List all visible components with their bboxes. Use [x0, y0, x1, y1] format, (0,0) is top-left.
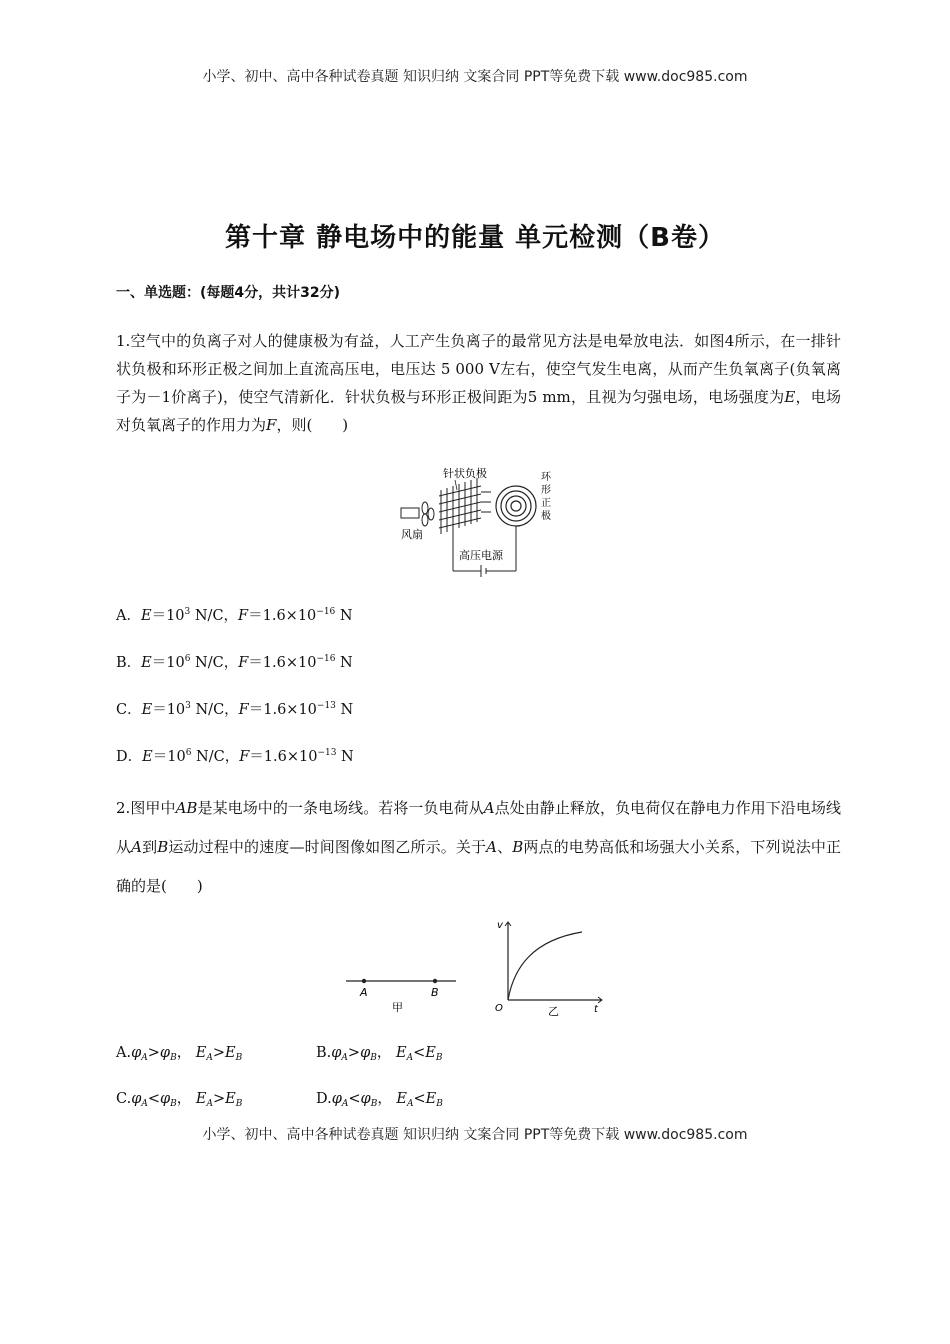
v-axis-label: v	[497, 920, 503, 931]
needle-electrode-grid	[439, 478, 491, 534]
page-title: 第十章 静电场中的能量 单元检测（B卷）	[225, 223, 725, 253]
q2-option-d[interactable]: $D.\varphi_A<\varphi_B$， $E_A<E_B$	[316, 1091, 443, 1109]
point-b-label: B	[431, 986, 439, 999]
page-footer: 小学、初中、高中各种试卷真题 知识归纳 文案合同 PPT等免费下载 www.doc985.com	[202, 1127, 748, 1143]
point-b-dot	[433, 979, 437, 983]
figure-yi-label: 乙	[548, 1005, 559, 1018]
question-1-text: 1.空气中的负离子对人的健康极为有益，人工产生负离子的最常见方法是电晕放电法．如图4所示，在一排针状负极和环形正极之间加上直流高压电，电压达 5 000 V左右，使空气发生电离，从而产生负氧离子(负氧离子为－1价离子)，使空气清新化．针状负极与环形正极间距为5 mm，且视为匀强电场，电场强度为E，电场对负氧离子的作用力为F，则( )	[116, 332, 841, 434]
q1-option-a[interactable]: A．$E=10^3$ N/C，$F=1.6\times 10^{-16}$ N	[116, 607, 353, 624]
ring-electrode-label-3: 正	[541, 498, 551, 509]
section-heading: 一、单选题：(每题4分，共计32分)	[116, 285, 341, 301]
q1-option-b[interactable]: B．$E=10^6$ N/C，$F=1.6\times 10^{-16}$ N	[116, 654, 353, 671]
point-a-label: A	[360, 986, 368, 999]
fan-label: 风扇	[401, 528, 423, 541]
q2-option-b[interactable]: $B.\varphi_A>\varphi_B$， $E_A<E_B$	[316, 1045, 443, 1063]
needle-electrode-label: 针状负极	[443, 467, 487, 480]
page-header: 小学、初中、高中各种试卷真题 知识归纳 文案合同 PPT等免费下载 www.doc985.com	[202, 69, 748, 85]
field-line-figure	[342, 966, 462, 1016]
figure-jia-label: 甲	[392, 1001, 403, 1014]
velocity-curve	[508, 932, 582, 1000]
velocity-time-graph	[490, 914, 610, 1018]
q1-option-d[interactable]: D．$E=10^6$ N/C，$F=1.6\times 10^{-13}$ N	[116, 748, 354, 765]
q2-option-a[interactable]: $A.\varphi_A>\varphi_B$， $E_A>E_B$	[116, 1045, 243, 1063]
ring-electrode-spiral	[496, 486, 536, 526]
point-a-dot	[362, 979, 366, 983]
q2-option-c[interactable]: $C.\varphi_A<\varphi_B$， $E_A>E_B$	[116, 1091, 243, 1109]
power-source-label: 高压电源	[459, 549, 503, 562]
corona-discharge-figure	[395, 464, 560, 579]
fan-icon	[401, 502, 434, 526]
ring-electrode-label-4: 极	[541, 511, 551, 522]
ring-electrode-label-1: 环	[541, 472, 551, 483]
question-2-text: 2.图甲中AB是某电场中的一条电场线。若将一负电荷从A点处由静止释放，负电荷仅在静电力作用下沿电场线从A到B运动过程中的速度—时间图像如图乙所示。关于A、B两点的电势高低和场强大小关系，下列说法中正确的是( )	[116, 799, 841, 895]
ring-electrode-label-2: 形	[541, 485, 551, 496]
q1-option-c[interactable]: C．$E=10^3$ N/C，$F=1.6\times 10^{-13}$ N	[116, 701, 354, 718]
origin-label: O	[495, 1003, 503, 1014]
t-axis-label: t	[594, 1004, 598, 1015]
